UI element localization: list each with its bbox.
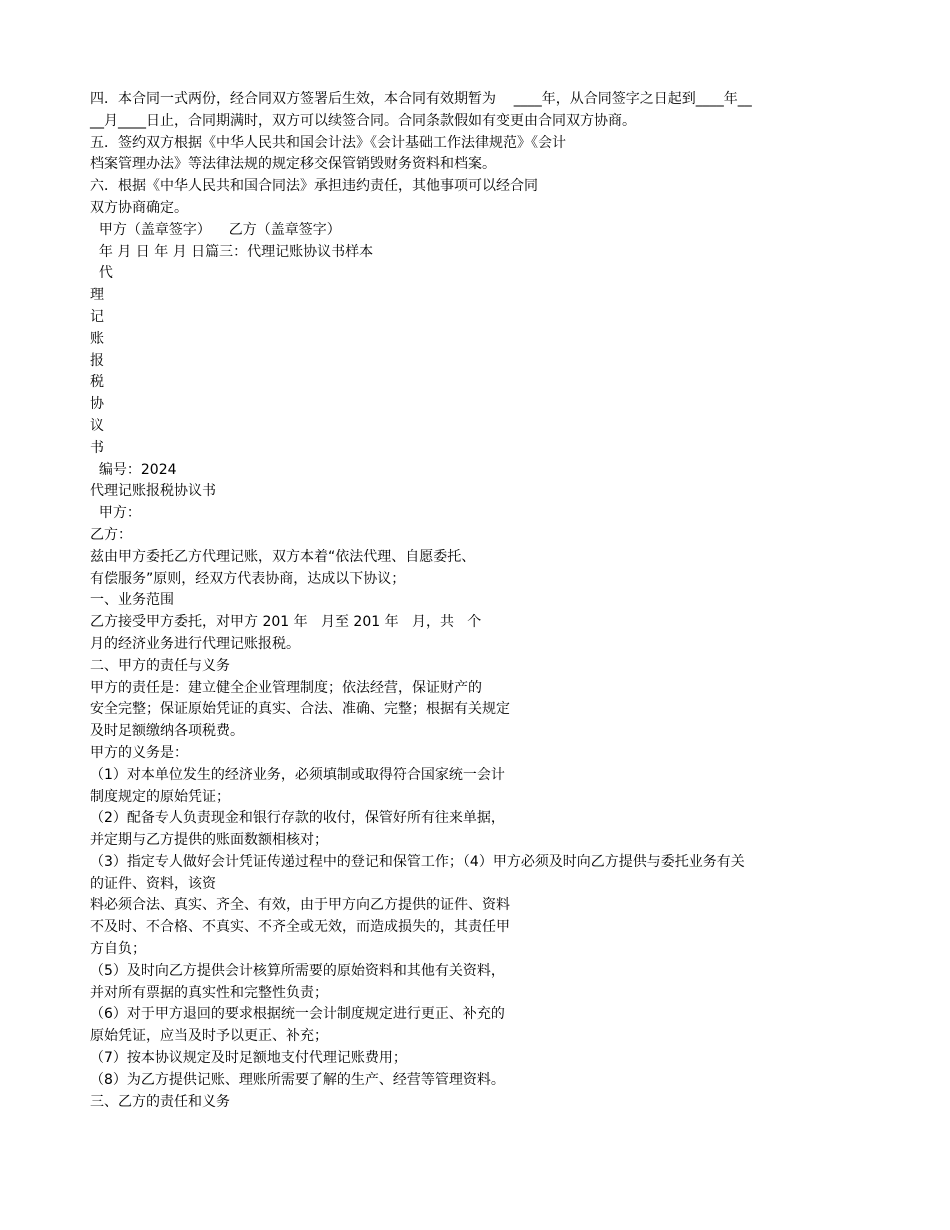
text-line: 乙方接受甲方委托，对甲方 201 年 月至 201 年 月，共 个 <box>90 614 482 631</box>
text-line: 料必须合法、真实、齐全、有效，由于甲方向乙方提供的证件、资料 <box>90 897 510 914</box>
text-line: 理 <box>90 287 104 304</box>
text-line: 不及时、不合格、不真实、不齐全或无效，而造成损失的，其责任甲 <box>90 919 510 936</box>
text-line: 方自负； <box>90 941 146 958</box>
text-line: 二、甲方的责任与义务 <box>90 657 230 674</box>
text-line: 兹由甲方委托乙方代理记账，双方本着“依法代理、自愿委托、 <box>90 548 476 565</box>
document-body <box>90 89 870 1113</box>
text-line: 编号：2024 <box>90 461 177 478</box>
text-line: 代 <box>90 265 113 282</box>
text-line: 记 <box>90 308 104 325</box>
text-line: （6）对于甲方退回的要求根据统一会计制度规定进行更正、补充的 <box>90 1006 505 1023</box>
text-line: 协 <box>90 396 104 413</box>
text-line: 档案管理办法》等法律法规的规定移交保管销毁财务资料和档案。 <box>90 156 496 173</box>
text-line: （7）按本协议规定及时足额地支付代理记账费用； <box>90 1050 407 1067</box>
text-line: 的证件、资料，该资 <box>90 875 216 892</box>
text-line: 五．签约双方根据《中华人民共和国会计法》《会计基础工作法律规范》《会计 <box>90 134 566 151</box>
text-line: 一、业务范围 <box>90 592 174 609</box>
text-line: 甲方（盖章签字） 乙方（盖章签字） <box>90 221 341 238</box>
text-line: 账 <box>90 330 104 347</box>
text-line: 月的经济业务进行代理记账报税。 <box>90 635 300 652</box>
text-line: （3）指定专人做好会计凭证传递过程中的登记和保管工作；（4）甲方必须及时向乙方提供与委托业务有关 <box>90 853 745 870</box>
text-line: 甲方： <box>90 505 141 522</box>
text-line: 原始凭证，应当及时予以更正、补充； <box>90 1028 328 1045</box>
text-line: 双方协商确定。 <box>90 199 188 216</box>
text-line: （5）及时向乙方提供会计核算所需要的原始资料和其他有关资料， <box>90 962 505 979</box>
text-line: 年 月 日 年 月 日篇三：代理记账协议书样本 <box>90 243 374 260</box>
text-line: 报 <box>90 352 104 369</box>
text-line: 及时足额缴纳各项税费。 <box>90 723 244 740</box>
text-line: __月____日止，合同期满时，双方可以续签合同。合同条款假如有变更由合同双方协商。 <box>90 112 636 129</box>
text-line: 并对所有票据的真实性和完整性负责； <box>90 984 328 1001</box>
text-line: 书 <box>90 439 104 456</box>
text-line: 代理记账报税协议书 <box>90 483 216 500</box>
text-line: 四．本合同一式两份，经合同双方签署后生效，本合同有效期暂为 ____年，从合同签字之日起到____年__ <box>90 91 752 107</box>
text-line: 有偿服务”原则，经双方代表协商，达成以下协议； <box>90 570 406 587</box>
text-line: （8）为乙方提供记账、理账所需要了解的生产、经营等管理资料。 <box>90 1071 505 1088</box>
text-line: 甲方的责任是：建立健全企业管理制度；依法经营，保证财产的 <box>90 679 482 696</box>
text-line: 三、乙方的责任和义务 <box>90 1093 230 1110</box>
text-line: 议 <box>90 417 104 434</box>
text-line: （2）配备专人负责现金和银行存款的收付，保管好所有往来单据， <box>90 810 505 827</box>
text-line: 六．根据《中华人民共和国合同法》承担违约责任，其他事项可以经合同 <box>90 178 538 195</box>
text-line: 乙方： <box>90 526 132 543</box>
text-line: （1）对本单位发生的经济业务，必须填制或取得符合国家统一会计 <box>90 766 505 783</box>
text-line: 税 <box>90 374 104 391</box>
text-line: 制度规定的原始凭证； <box>90 788 230 805</box>
text-line: 甲方的义务是： <box>90 744 188 761</box>
text-line: 并定期与乙方提供的账面数额相核对； <box>90 832 328 849</box>
text-line: 安全完整；保证原始凭证的真实、合法、准确、完整；根据有关规定 <box>90 701 510 718</box>
